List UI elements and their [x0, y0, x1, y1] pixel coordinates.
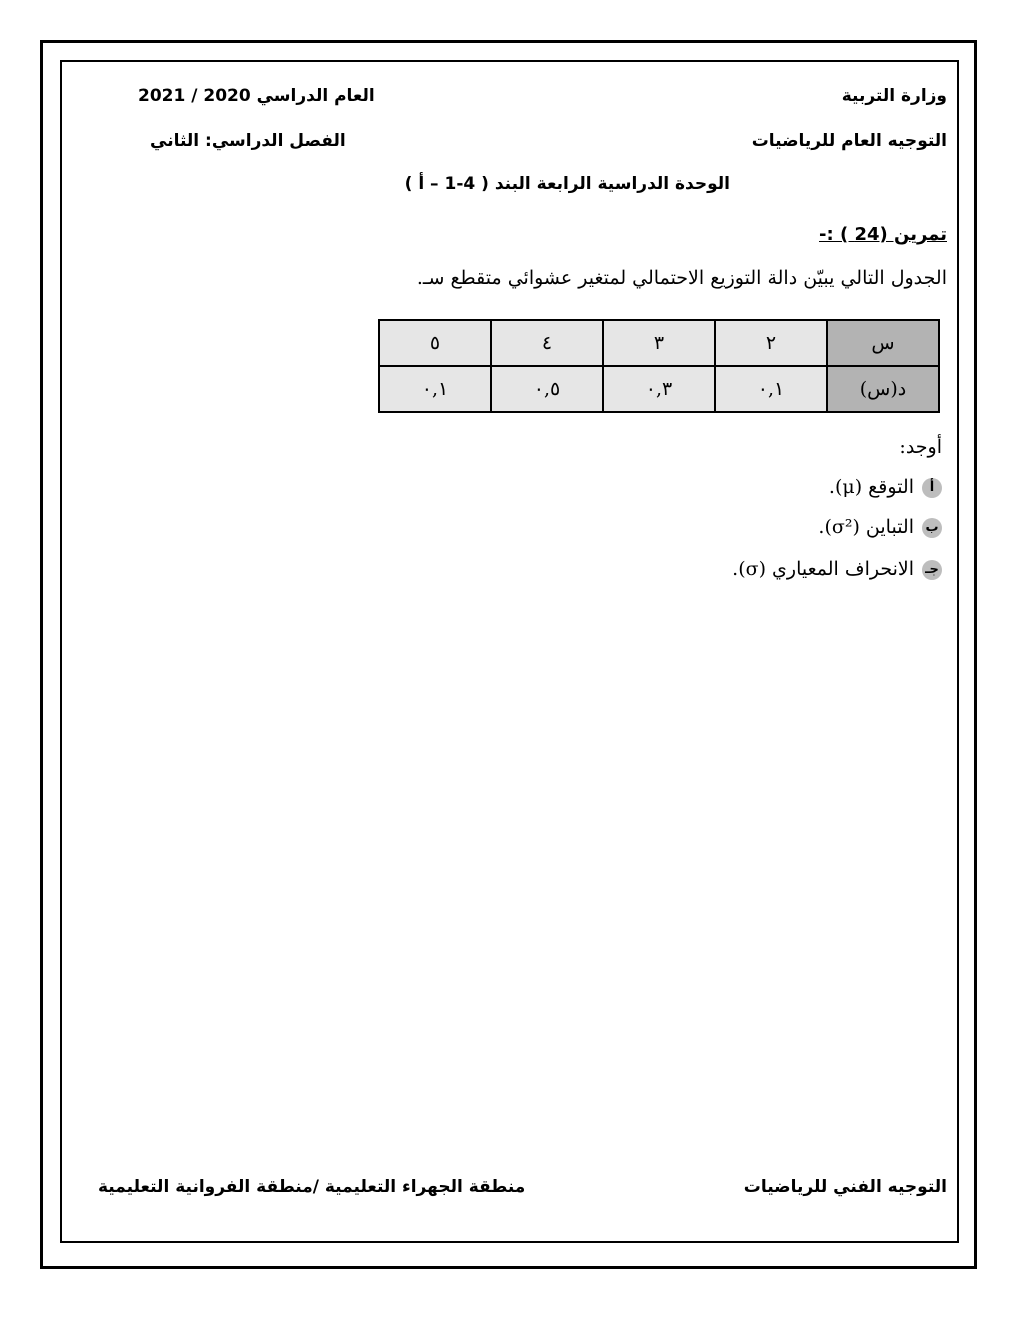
department-label: التوجيه العام للرياضيات — [751, 131, 947, 151]
table-cell: ٠,٥ — [491, 366, 603, 412]
academic-year — [138, 86, 375, 106]
semester-label: الفصل الدراسي: الثاني — [150, 131, 346, 151]
table-cell: ٥ — [379, 320, 491, 366]
question-item — [818, 516, 942, 538]
question-marker: أ — [922, 478, 942, 498]
question-item — [732, 558, 942, 580]
academic-year-label: العام الدراسي — [256, 86, 375, 106]
table-cell: ٣ — [603, 320, 715, 366]
exercise-title: تمرين (24 ) :- — [819, 224, 947, 245]
table-row-x — [379, 320, 939, 366]
exercise-statement: الجدول التالي يبيّن دالة التوزيع الاحتمالي لمتغير عشوائي متقطع سـ. — [416, 267, 947, 289]
question-text: التوقع (μ). — [828, 476, 914, 498]
table-header-x: س — [827, 320, 939, 366]
table-row-px — [379, 366, 939, 412]
find-label: أوجد: — [899, 436, 942, 458]
question-text: التباين (σ²). — [818, 516, 914, 538]
table-cell: ٢ — [715, 320, 827, 366]
question-item — [829, 476, 942, 498]
unit-title: الوحدة الدراسية الرابعة البند ( 4-1 – أ ) — [404, 174, 730, 194]
probability-table — [378, 319, 940, 413]
table-cell: ٠,١ — [715, 366, 827, 412]
question-marker: جـ — [922, 560, 942, 580]
academic-year-value: 2021 / 2020 — [138, 86, 251, 106]
question-marker: ب — [922, 518, 942, 538]
footer-department: التوجيه الفني للرياضيات — [743, 1177, 947, 1197]
table-cell: ٤ — [491, 320, 603, 366]
table-cell: ٠,٣ — [603, 366, 715, 412]
question-text: الانحراف المعياري (σ). — [732, 558, 914, 580]
ministry-label: وزارة التربية — [841, 86, 947, 106]
table-header-px: د(س) — [827, 366, 939, 412]
footer-regions: منطقة الجهراء التعليمية /منطقة الفروانية التعليمية — [98, 1177, 526, 1197]
table-cell: ٠,١ — [379, 366, 491, 412]
